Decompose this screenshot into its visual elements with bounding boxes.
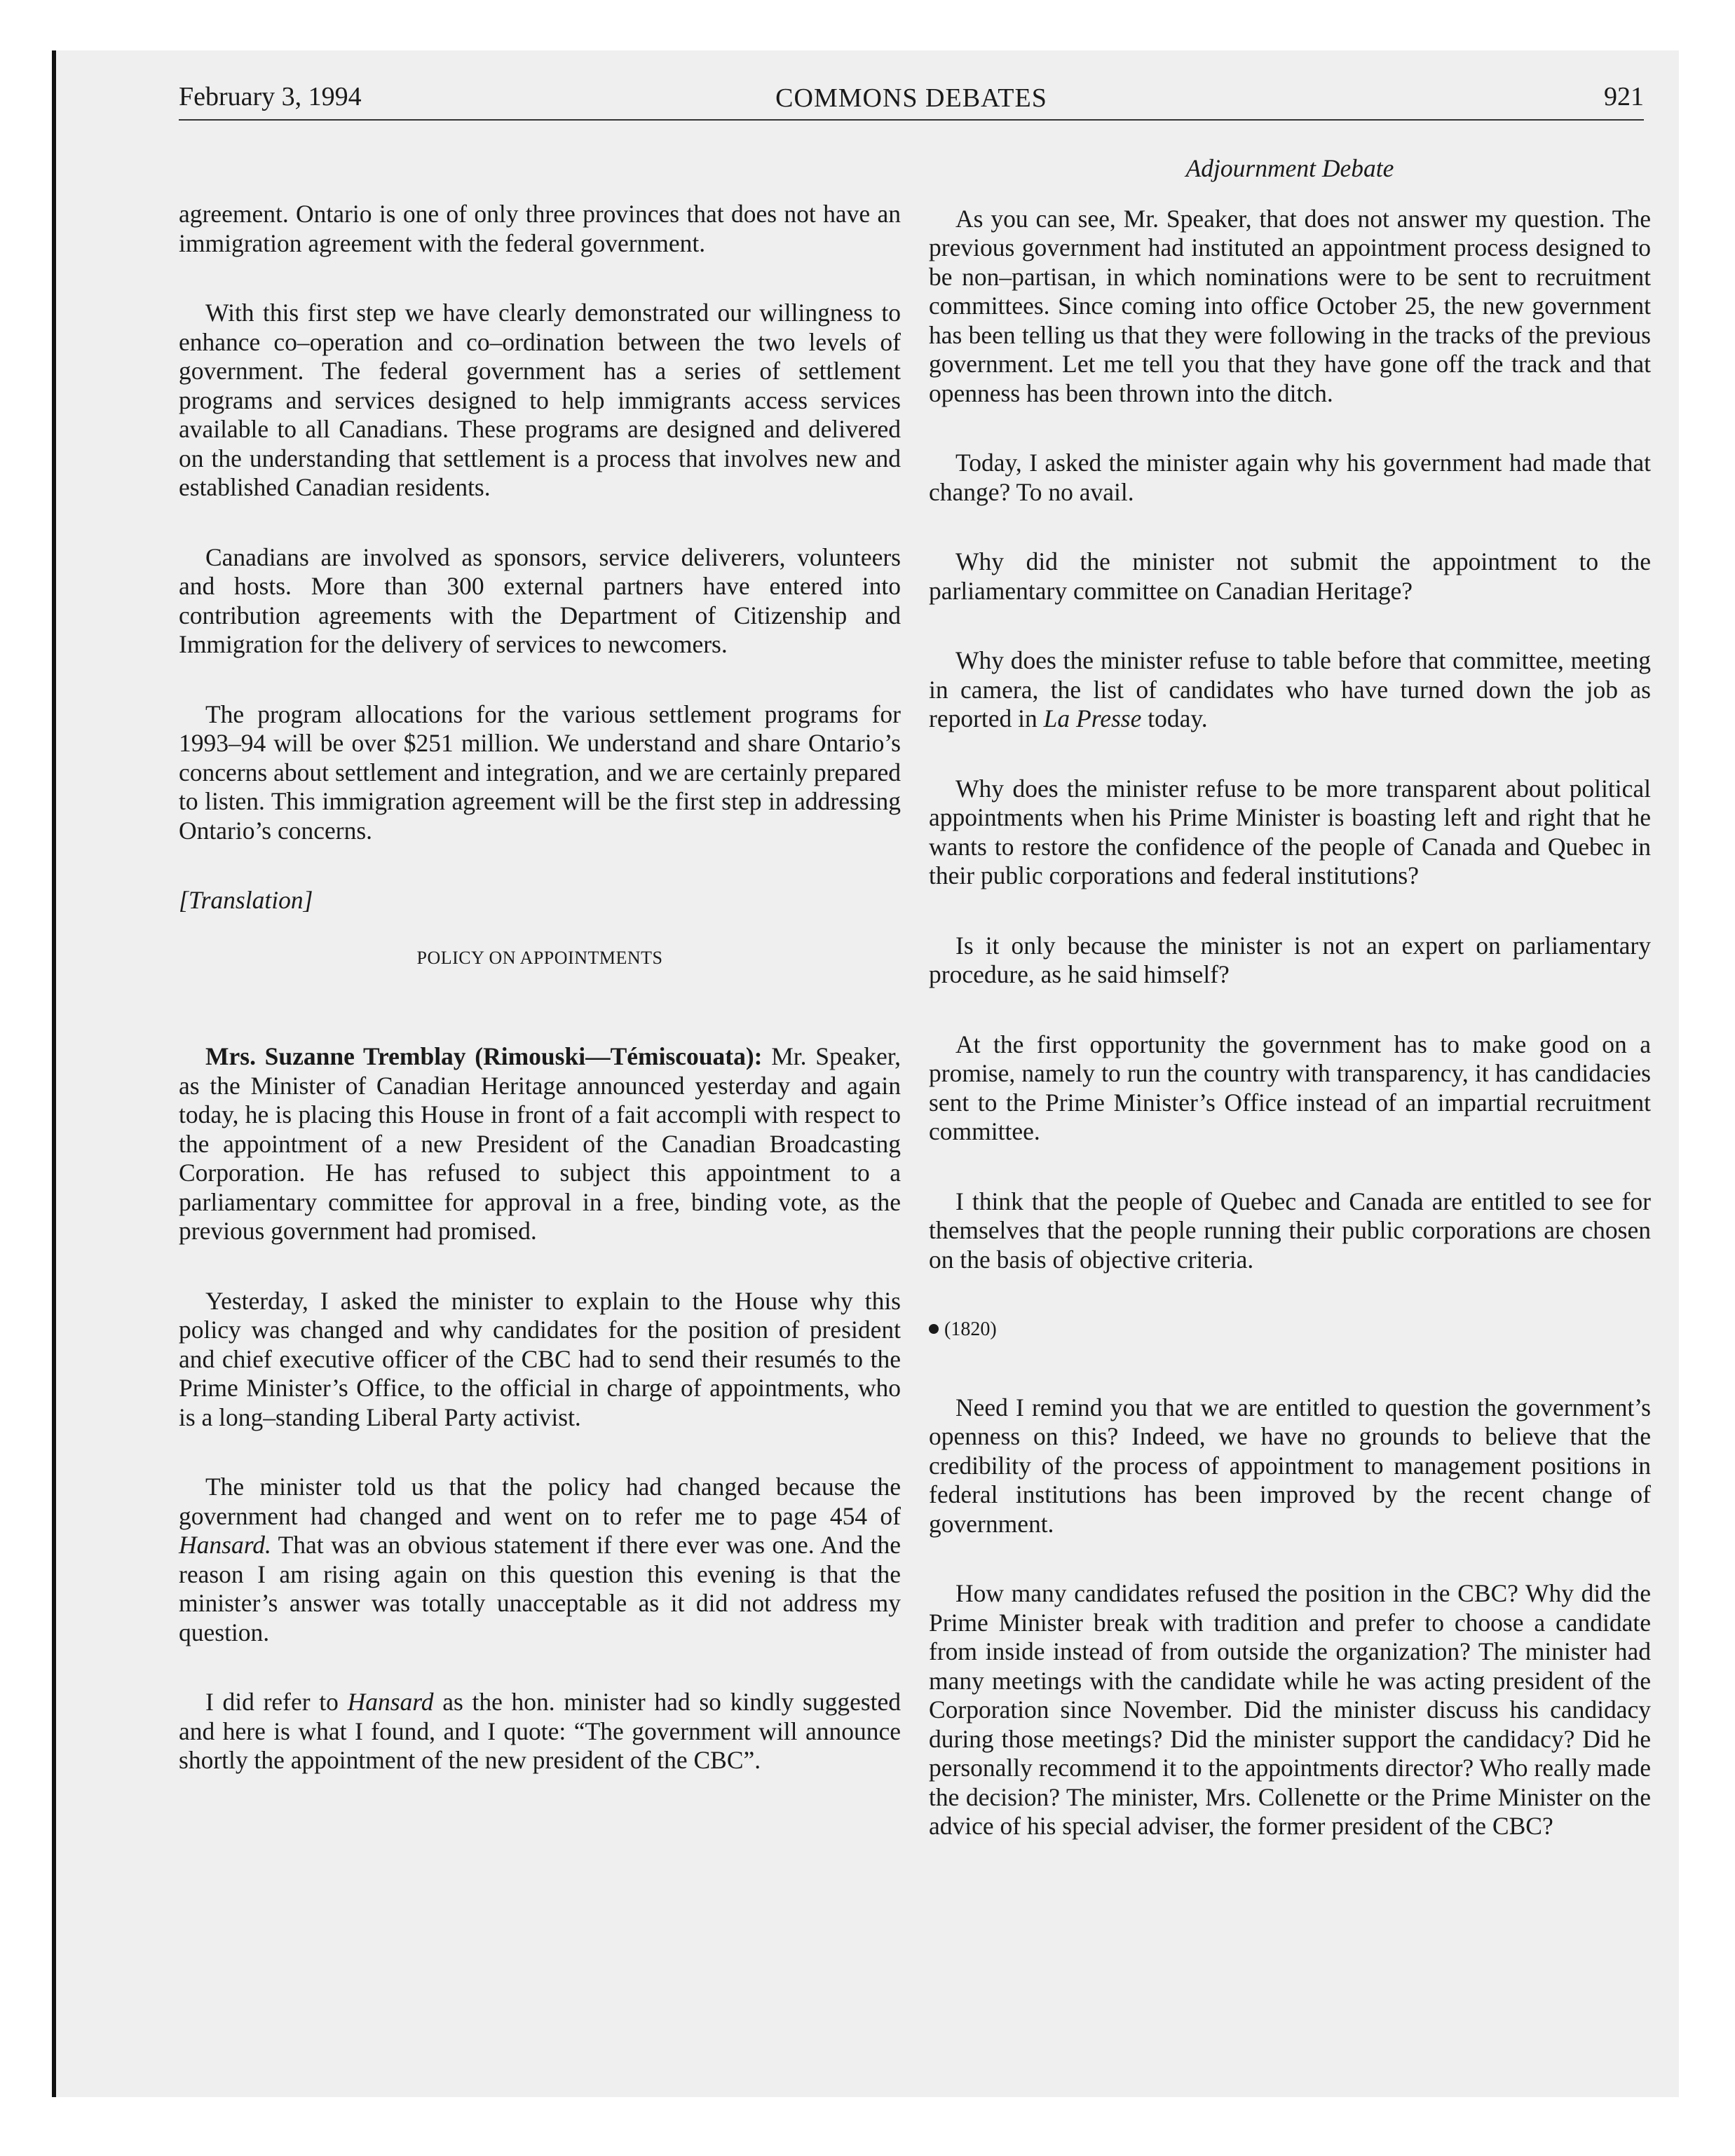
paragraph-text: That was an obvious statement if there ever was one. And the reason I am rising again on this question this evening is that the minister’s answer was totally unacceptable as it did not address my question. — [179, 1531, 901, 1646]
time-marker — [929, 1315, 1651, 1344]
right-column — [929, 154, 1651, 1882]
section-heading: POLICY ON APPOINTMENTS — [416, 947, 663, 968]
paragraph-text: as the hon. minister had so kindly suggested and here is what I found, and I quote: “The government will announce shortly the appointment of the new president of the CBC”. — [179, 1688, 901, 1774]
paragraph: The program allocations for the various settlement programs for 1993–94 will be over $251 million. We understand and share Ontario’s concerns about settlement and integration, and we are certainly prepared to listen. This immigration agreement will be the first step in addressing Ontario’s concerns. — [179, 700, 901, 845]
paragraph: agreement. Ontario is one of only three provinces that does not have an immigration agreement with the federal government. — [179, 200, 901, 257]
speaker-name: Mrs. Suzanne Tremblay (Rimouski—Témiscouata): — [205, 1042, 763, 1070]
paragraph: Today, I asked the minister again why his government had made that change? To no avail. — [929, 449, 1651, 506]
paragraph — [179, 1473, 901, 1647]
paragraph-text: Why does the minister refuse to table before that committee, meeting in camera, the list of candidates who have turned down the job as reported in — [929, 646, 1651, 732]
paragraph — [929, 646, 1651, 734]
hansard-reference: Hansard. — [179, 1531, 271, 1559]
header-title: COMMONS DEBATES — [775, 83, 1047, 113]
paragraph: With this first step we have clearly demonstrated our willingness to enhance co–operation and co–ordination between the two levels of government. The federal government has a series of settlement programs and services designed to help immigrants access services available to all Canadians. These programs are designed and delivered on the understanding that settlement is a process that involves new and established Canadian residents. — [179, 299, 901, 501]
left-column — [179, 200, 901, 1816]
page-header — [179, 76, 1644, 121]
newspaper-reference: La Presse — [1043, 704, 1142, 732]
paragraph — [179, 1688, 901, 1775]
paragraph: Why did the minister not submit the appointment to the parliamentary committee on Canadian Heritage? — [929, 547, 1651, 605]
time-marker-text: (1820) — [944, 1318, 997, 1340]
paragraph: Need I remind you that we are entitled to question the government’s openness on this? Indeed, we have no grounds to believe that the credibility of the process of appointment to management positions in federal institutions has been improved by the recent change of government. — [929, 1393, 1651, 1538]
paragraph: Canadians are involved as sponsors, service deliverers, volunteers and hosts. More than 300 external partners have entered into contribution agreements with the Department of Citizenship and Immigration for the delivery of services to newcomers. — [179, 543, 901, 658]
paragraph: How many candidates refused the position in the CBC? Why did the Prime Minister break with tradition and prefer to choose a candidate from inside instead of from outside the organization? The minister had many meetings with the candidate while he was acting president of the Corporation since November. Did the minister discuss his candidacy during those meetings? Did the minister support the candidacy? Did he personally recommend it to the appointments director? Who really made the decision? The minister, Mrs. Collenette or the Prime Minister on the advice of his special adviser, the former president of the CBC? — [929, 1579, 1651, 1840]
hansard-reference: Hansard — [347, 1688, 434, 1716]
paragraph: Is it only because the minister is not an expert on parliamentary procedure, as he said himself? — [929, 931, 1651, 988]
paragraph-text: Mr. Speaker, as the Minister of Canadian Heritage announced yesterday and again today, he is placing this House in front of a fait accompli with respect to the appointment of a new President of the Canadian Broadcasting Corporation. He has refused to subject this appointment to a parliamentary committee for approval in a free, binding vote, as the previous government had promised. — [179, 1042, 901, 1245]
bullet-icon — [929, 1324, 939, 1334]
paragraph: As you can see, Mr. Speaker, that does not answer my question. The previous government had instituted an appointment process designed to be non–partisan, in which nominations were to be sent to recruitment committees. Since coming into office October 25, the new government has been telling us that they were following in the tracks of the previous government. Let me tell you that they have gone off the track and that openness has been thrown into the ditch. — [929, 204, 1651, 407]
paragraph-text: today. — [1148, 704, 1208, 732]
translation-marker: [Translation] — [179, 886, 313, 914]
paragraph-text: I did refer to — [205, 1688, 339, 1716]
running-head: Adjournment Debate — [1185, 154, 1394, 182]
header-date: February 3, 1994 — [179, 82, 362, 111]
paragraph: I think that the people of Quebec and Canada are entitled to see for themselves that the people running their public corporations are chosen on the basis of objective criteria. — [929, 1187, 1651, 1274]
paragraph — [179, 1042, 901, 1246]
paragraph-text: The minister told us that the policy had changed because the government had changed and went on to refer me to page 454 of — [179, 1473, 901, 1530]
paragraph: Why does the minister refuse to be more transparent about political appointments when his Prime Minister is boasting left and right that he wants to restore the confidence of the people of Canada and Quebec in their public corporations and federal institutions? — [929, 774, 1651, 889]
paragraph: At the first opportunity the government has to make good on a promise, namely to run the country with transparency, it has candidacies sent to the Prime Minister’s Office instead of an impartial recruitment committee. — [929, 1030, 1651, 1145]
header-page-number: 921 — [1604, 82, 1644, 111]
paragraph: Yesterday, I asked the minister to explain to the House why this policy was changed and why candidates for the position of president and chief executive officer of the CBC had to send their resumés to the Prime Minister’s Office, to the official in charge of appointments, who is a long–standing Liberal Party activist. — [179, 1286, 901, 1431]
